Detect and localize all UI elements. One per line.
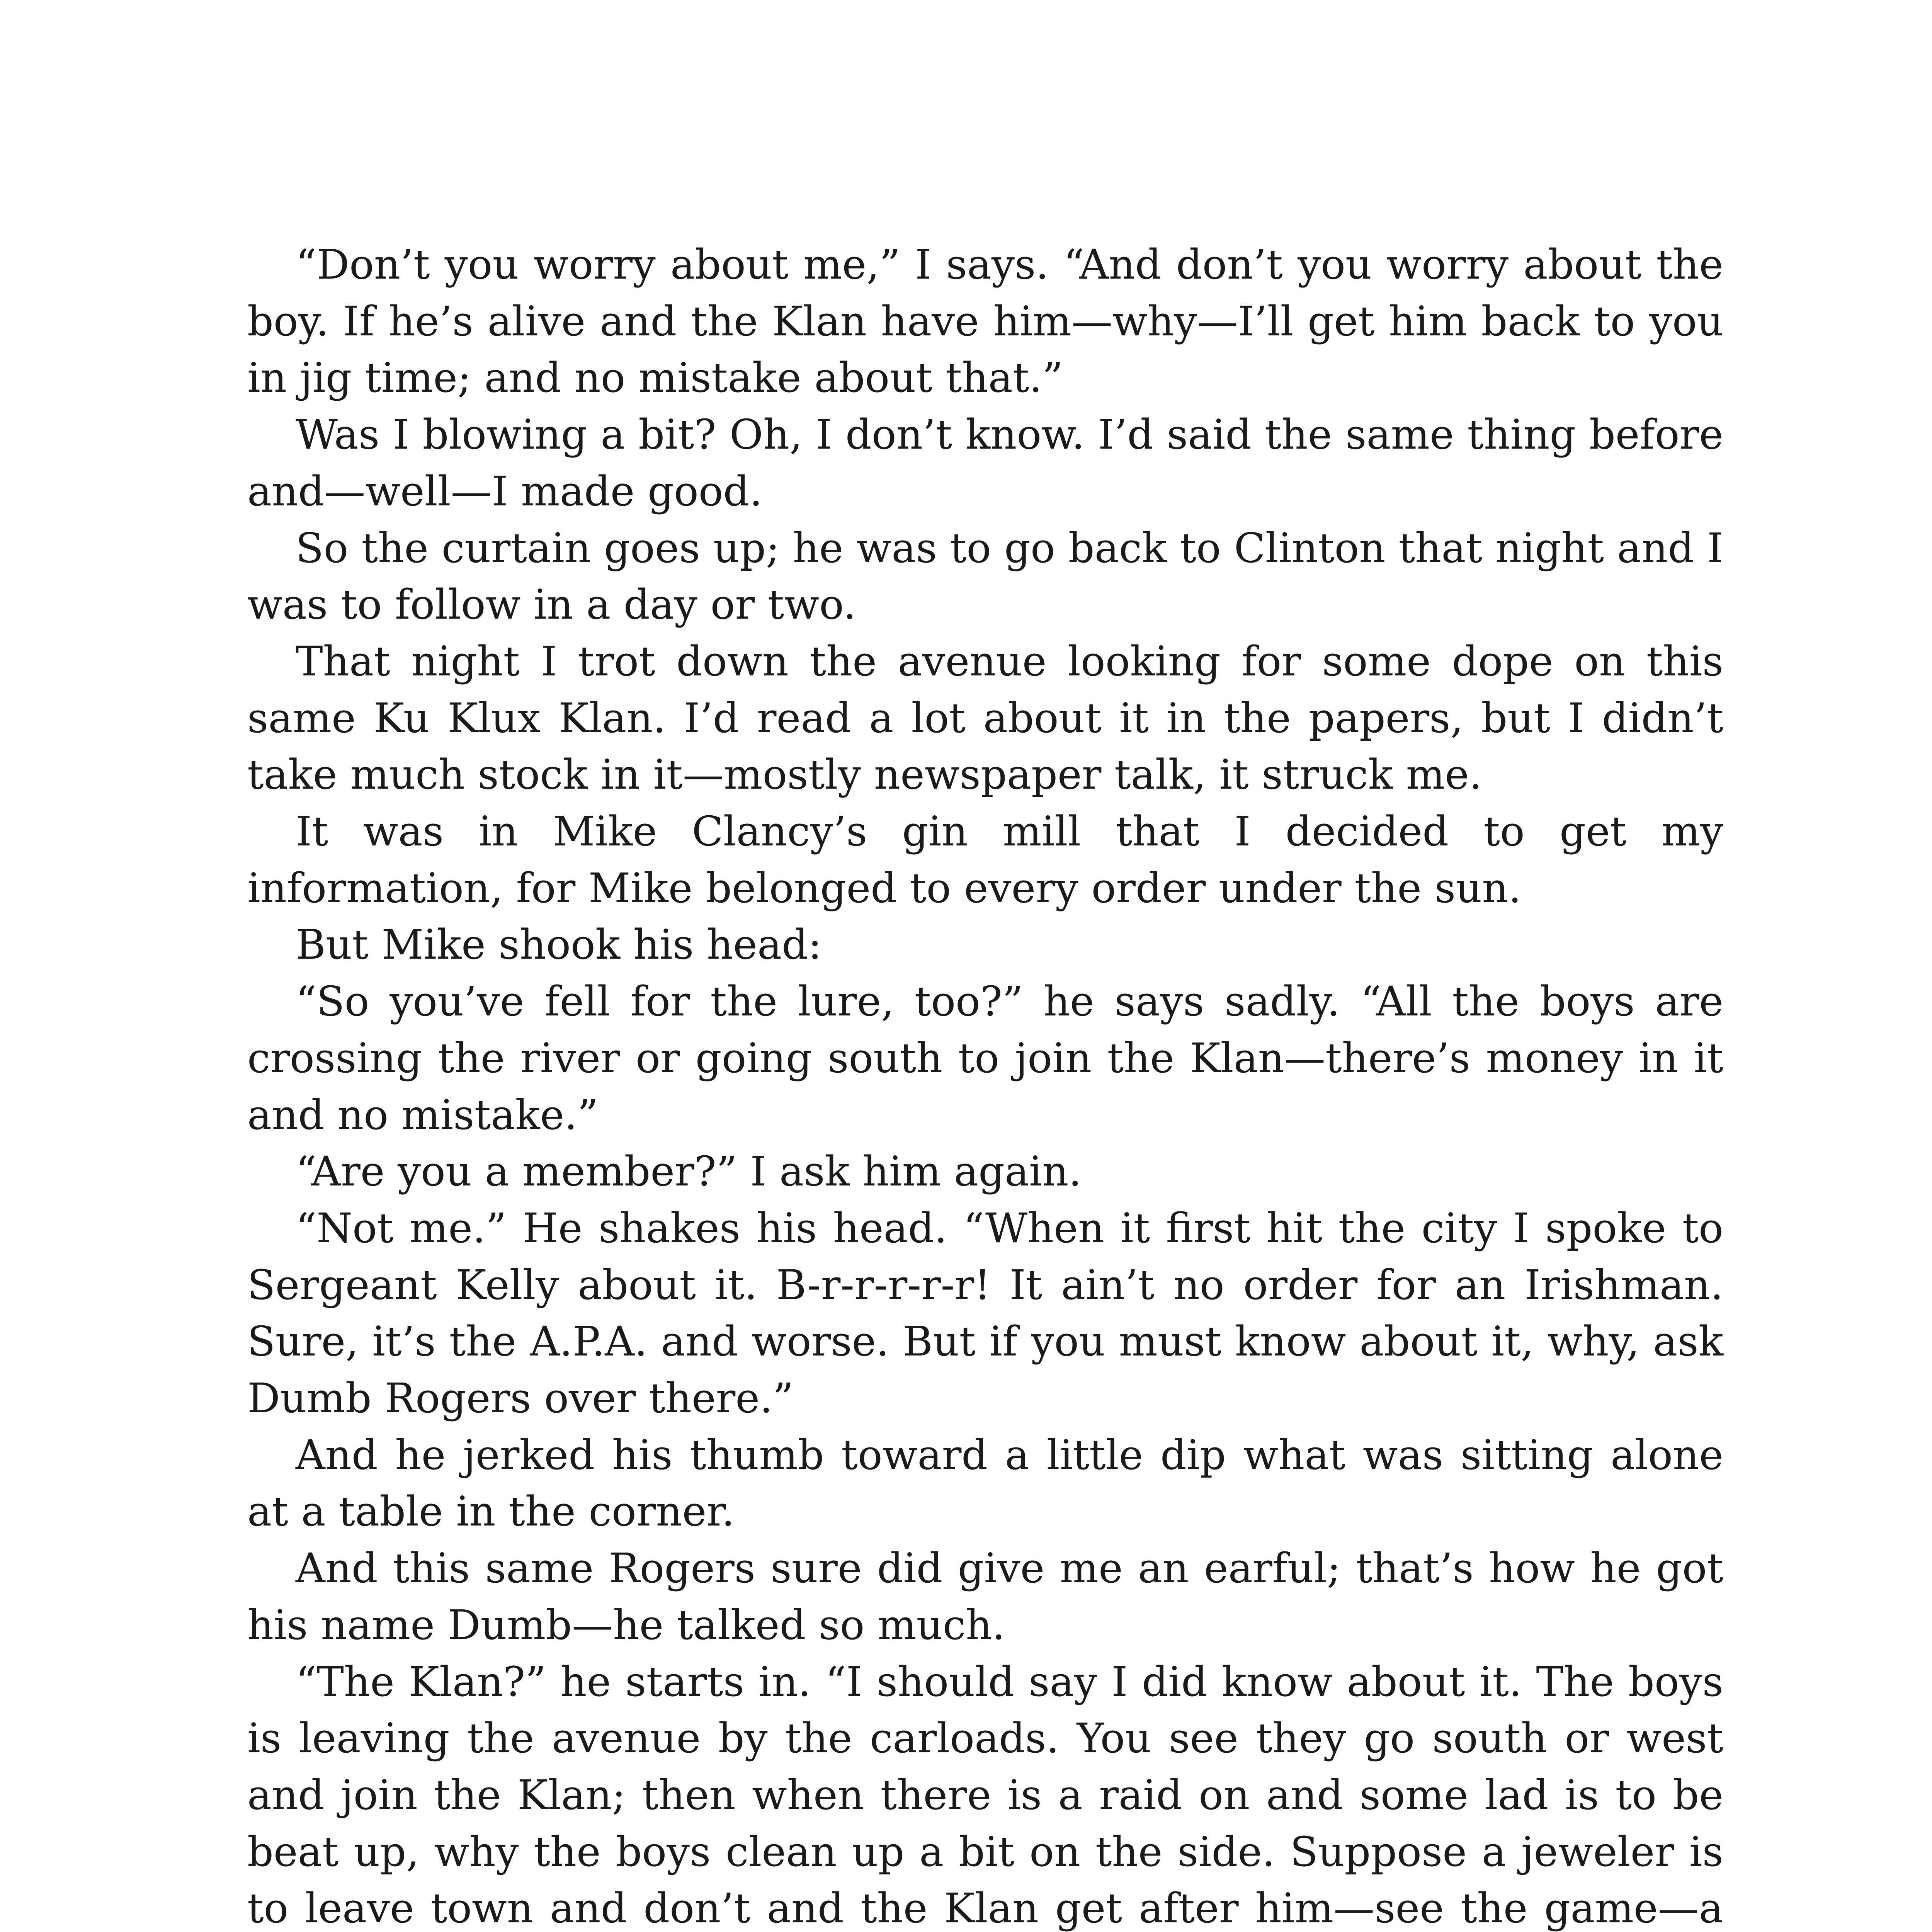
- paragraph-9: “Not me.” He shakes his head. “When it first hit the city I spoke to Sergeant Kelly about it. B-r-r-r-r-r! It ain’t no order for an Irishman. Sure, it’s the A.P.A. and worse. But if you must know about it, why, ask Dumb Rogers over there.”: [247, 1204, 1723, 1422]
- paragraph-6: But Mike shook his head:: [296, 921, 822, 969]
- paragraph-10: And he jerked his thumb toward a little dip what was sitting alone at a table in the corner.: [247, 1431, 1723, 1536]
- paragraph-1: “Don’t you worry about me,” I says. “And don’t you worry about the boy. If he’s alive and the Klan have him—why—I’ll get him back to you in jig time; and no mistake about that.”: [247, 241, 1723, 402]
- paragraph-8: “Are you a member?” I ask him again.: [296, 1148, 1082, 1196]
- paragraph-2: Was I blowing a bit? Oh, I don’t know. I’d said the same thing before and—well—I made good.: [247, 411, 1723, 515]
- paragraph-12: “The Klan?” he starts in. “I should say I did know about it. The boys is leaving the avenue by the carloads. You see they go south or west and join the Klan; then when there is a raid on and some lad is to be beat up, why the boys clean up a bit on the side. Suppose a jeweler is to leave town and don’t and the Klan get after him—see the game—a: [247, 1658, 1723, 1932]
- paragraph-7: “So you’ve fell for the lure, too?” he says sadly. “All the boys are crossing the river or going south to join the Klan—there’s money in it and no mistake.”: [247, 978, 1723, 1139]
- body-text: [247, 236, 1723, 1932]
- paragraph-5: It was in Mike Clancy’s gin mill that I decided to get my information, for Mike belonged to every order under the sun.: [247, 808, 1723, 912]
- paragraph-3: So the curtain goes up; he was to go back to Clinton that night and I was to follow in a day or two.: [247, 524, 1723, 629]
- paragraph-11: And this same Rogers sure did give me an earful; that’s how he got his name Dumb—he talked so much.: [247, 1544, 1723, 1649]
- paragraph-4: That night I trot down the avenue looking for some dope on this same Ku Klux Klan. I’d read a lot about it in the papers, but I didn’t take much stock in it—mostly newspaper talk, it struck me.: [247, 637, 1723, 799]
